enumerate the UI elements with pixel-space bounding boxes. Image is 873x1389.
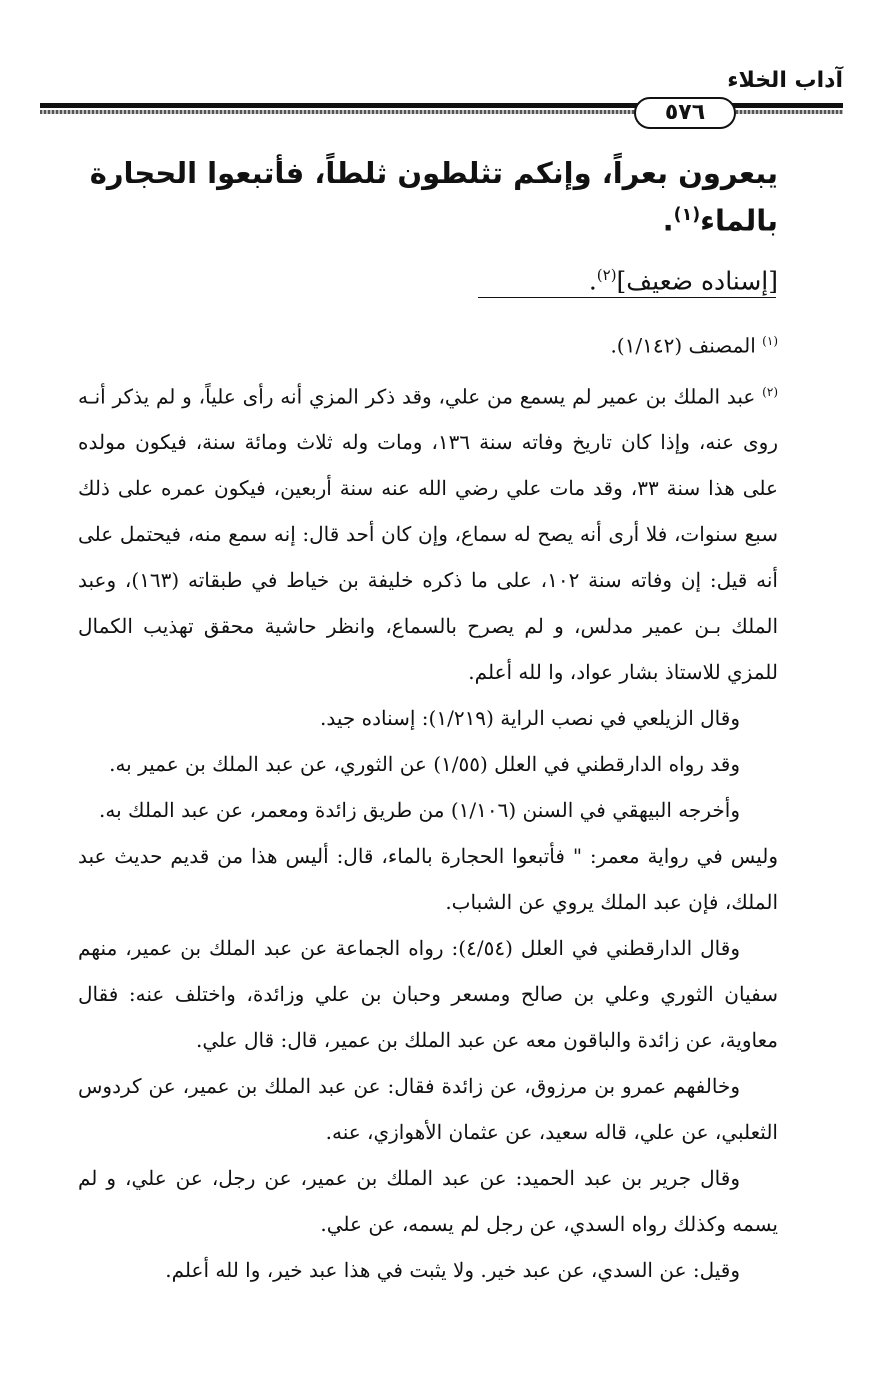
grade-text: [إسناده ضعيف] xyxy=(616,265,778,295)
hadith-text xyxy=(78,152,778,242)
footnote-paragraph-amr: وخالفهم عمرو بن مرزوق، عن زائدة فقال: عن عبد الملك بن عمير، عن كردوس الثعلبي، عن علي، قاله سعيد، عن عثمان الأهوازي، عنه. xyxy=(78,1074,778,1145)
footnote-1 xyxy=(78,318,778,369)
grade-line xyxy=(78,258,778,298)
footnote-paragraph-bayhaqi: وأخرجه البيهقي في السنن (١/١٠٦) من طريق زائدة ومعمر، عن عبد الملك به. xyxy=(99,798,740,823)
footnote-ref-1: (١) xyxy=(673,205,701,225)
footnote-paragraph-zaylai: وقال الزيلعي في نصب الراية (١/٢١٩): إسناده جيد. xyxy=(320,706,740,731)
hadith-line-end: . xyxy=(662,203,674,238)
running-title: آداب الخلاء xyxy=(727,68,843,93)
footnote-paragraph-jarir: وقال جرير بن عبد الحميد: عن عبد الملك بن عمير، عن رجل، عن علي، و لم يسمه وكذلك رواه السدي، عن رجل لم يسمه، عن علي. xyxy=(78,1166,778,1237)
main-text xyxy=(78,152,778,298)
footnotes xyxy=(78,318,778,1293)
footnote-2-text: عبد الملك بن عمير لم يسمع من علي، وقد ذكر المزي أنه رأى علياً، و لم يذكر أنـه روى عنه، وإذا كان تاريخ وفاته سنة ١٣٦، ومات وله ثلاث ومائة سنة، فيكون مولده على هذا سنة ٣٣، وقد مات علي رضي الله عنه سنة أربعين، فيكون عمره على ذلك سبع سنوات، فلا أرى أنه يصح له سماع، وإن كان أحد قال: إنه سمع منه، فيحتمل على أنه قيل: إن وفاته سنة ١٠٢، على ما ذكره خليفة بن خياط في طبقاته (١٦٣)، وعبد الملك بـن عمير مدلس، و لم يصرح بالسماع، وانظر حاشية محقق تهذيب الكمال للمزي للاستاذ بشار عواد، وا لله أعلم. xyxy=(78,384,778,685)
footnote-2 xyxy=(78,369,778,696)
footnote-separator xyxy=(478,297,776,298)
footnote-paragraph-daraqutni-ilal: وقال الدارقطني في العلل (٤/٥٤): رواه الجماعة عن عبد الملك بن عمير، منهم سفيان الثوري وعلي بن صالح ومسعر وحبان بن علي وزائدة، واختلف عنه: فقال معاوية، عن زائدة والباقون معه عن عبد الملك بن عمير، قال: قال علي. xyxy=(78,936,778,1053)
page-number: ٥٧٦ xyxy=(634,97,736,129)
footnote-paragraph-daraqutni-thawri: وقد رواه الدارقطني في العلل (١/٥٥) عن الثوري، عن عبد الملك بن عمير به. xyxy=(109,752,740,777)
footnote-1-marker: (١) xyxy=(762,334,778,348)
footnote-2-marker: (٢) xyxy=(762,384,778,399)
footnote-ref-2: (٢) xyxy=(596,265,617,284)
footnote-paragraph-suddi: وقيل: عن السدي، عن عبد خير. ولا يثبت في هذا عبد خير، وا لله أعلم. xyxy=(165,1258,740,1283)
footnote-1-text: المصنف (١/١٤٢). xyxy=(610,333,756,358)
page-header xyxy=(40,60,843,130)
grade-end: . xyxy=(588,265,597,295)
footnote-paragraph-mamar: وليس في رواية معمر: " فأتبعوا الحجارة بالماء، قال: أليس هذا من قديم حديث عبد الملك، فإن عبد الملك يروي عن الشباب. xyxy=(78,844,778,915)
hadith-line: يبعرون بعراً، وإنكم تثلطون ثلطاً، فأتبعوا الحجارة بالماء xyxy=(89,156,778,238)
